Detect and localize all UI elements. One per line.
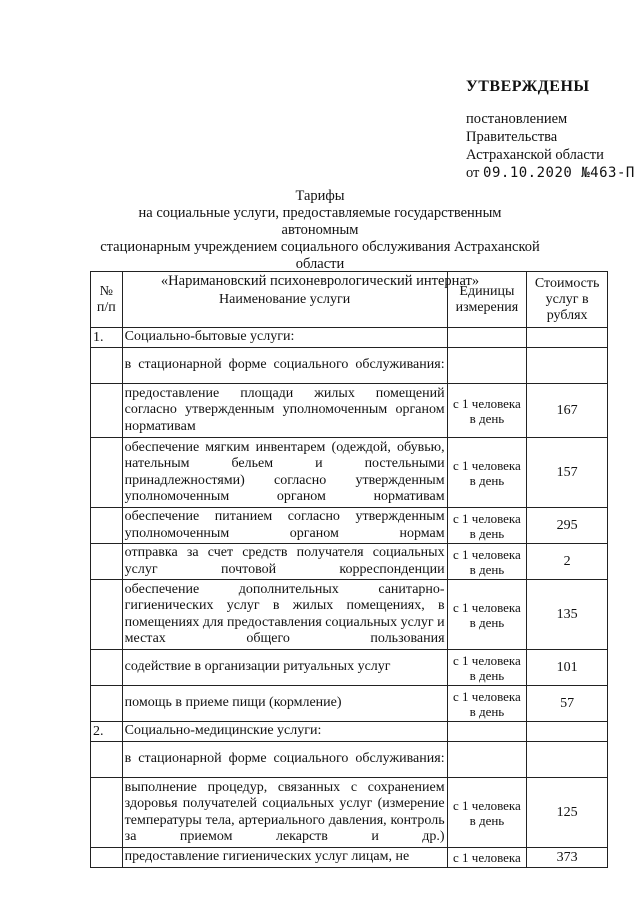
row-unit: с 1 человека в день [447,544,527,580]
row-cost: 295 [527,508,608,544]
approval-date [466,164,636,182]
row-unit [447,722,527,742]
table-row [91,508,608,544]
row-num [91,438,123,508]
table-row [91,328,608,348]
table-row [91,580,608,650]
row-unit [447,348,527,384]
row-name: в стационарной форме социального обслуживания: [122,348,447,384]
row-num [91,686,123,722]
approval-line: Астраханской области [466,147,604,163]
row-num [91,508,123,544]
row-unit: с 1 человека в день [447,508,527,544]
table-row [91,384,608,438]
row-num: 2. [91,722,123,742]
title-line: на социальные услуги, предоставляемые государственным автономным [138,205,502,238]
approval-block [466,78,636,182]
row-cost: 135 [527,580,608,650]
title-line: стационарным учреждением социального обслуживания Астраханской области [100,239,540,272]
row-num [91,384,123,438]
row-cost: 2 [527,544,608,580]
row-name: в стационарной форме социального обслуживания: [122,742,447,778]
title-line: Тарифы [295,188,345,204]
table-row [91,742,608,778]
title-line: «Наримановский психоневрологический интернат» [160,273,480,289]
header-unit: Единицы измерения [447,272,527,328]
approval-date-value: 09.10.2020 №463-П [483,165,635,181]
row-num [91,848,123,868]
approval-date-prefix: от [466,165,480,181]
table-row [91,438,608,508]
header-num: № п/п [91,272,123,328]
row-name: отправка за счет средств получателя социальных услуг почтовой корреспонденции [122,544,447,580]
row-name: обеспечение мягким инвентарем (одеждой, обувью, нательным бельем и постельными принадлежностями) согласно утвержденным уполномоченным органом нормативам [122,438,447,508]
row-num [91,778,123,848]
row-unit [447,742,527,778]
row-name: обеспечение питанием согласно утвержденным уполномоченным органом нормам [122,508,447,544]
row-name: содействие в организации ритуальных услуг [122,650,447,686]
approval-line: Правительства [466,129,558,145]
row-num [91,742,123,778]
row-unit: с 1 человека в день [447,438,527,508]
row-num: 1. [91,328,123,348]
row-cost: 101 [527,650,608,686]
row-cost: 167 [527,384,608,438]
table-row [91,686,608,722]
row-unit: с 1 человека [447,848,527,868]
row-unit: с 1 человека в день [447,650,527,686]
row-unit: с 1 человека в день [447,778,527,848]
header-cost: Стоимость услуг в рублях [527,272,608,328]
approval-line: постановлением [466,111,568,127]
row-cost [527,348,608,384]
row-cost [527,722,608,742]
row-num [91,580,123,650]
row-unit: с 1 человека в день [447,580,527,650]
table-header-row [91,272,608,328]
row-name: предоставление гигиенических услуг лицам, не [122,848,447,868]
header-name: Наименование услуги [122,272,447,328]
table-row [91,544,608,580]
approval-heading: УТВЕРЖДЕНЫ [466,78,590,95]
table-row [91,778,608,848]
row-cost: 373 [527,848,608,868]
row-cost: 125 [527,778,608,848]
row-name: Социально-бытовые услуги: [122,328,447,348]
row-name: выполнение процедур, связанных с сохранением здоровья получателей социальных услуг (измерение температуры тела, артериального давления, контроль за приемом лекарств и др.) [122,778,447,848]
table-row [91,848,608,868]
row-cost [527,328,608,348]
row-cost [527,742,608,778]
row-cost: 57 [527,686,608,722]
row-num [91,650,123,686]
table-row [91,722,608,742]
table-row [91,650,608,686]
row-name: предоставление площади жилых помещений согласно утвержденным уполномоченным органом нормативам [122,384,447,438]
row-num [91,348,123,384]
tariffs-table [90,271,608,868]
row-num [91,544,123,580]
row-name: помощь в приеме пищи (кормление) [122,686,447,722]
row-name: Социально-медицинские услуги: [122,722,447,742]
table-row [91,348,608,384]
row-name: обеспечение дополнительных санитарно-гигиенических услуг в жилых помещениях, в помещениях для предоставления социальных услуг и местах общего пользования [122,580,447,650]
row-cost: 157 [527,438,608,508]
row-unit [447,328,527,348]
row-unit: с 1 человека в день [447,384,527,438]
row-unit: с 1 человека в день [447,686,527,722]
